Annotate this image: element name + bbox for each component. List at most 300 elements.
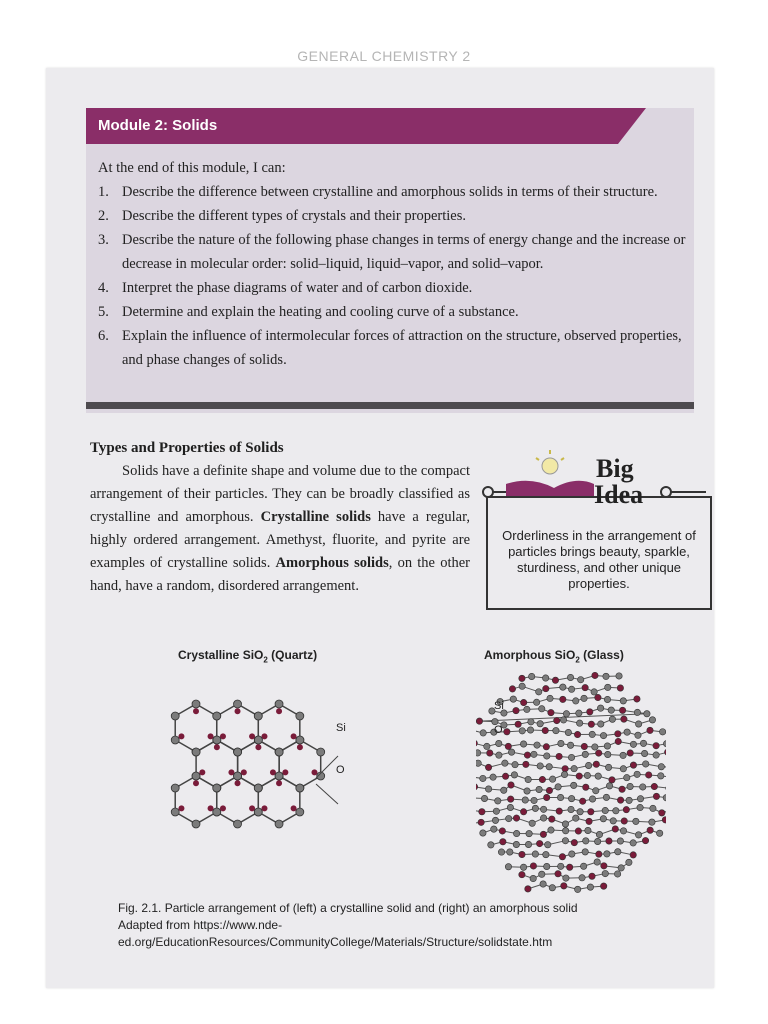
silicon-atom: [546, 787, 552, 793]
objective-item: [98, 300, 688, 324]
oxygen-atom: [492, 817, 498, 823]
oxygen-atom: [524, 706, 530, 712]
oxygen-atom: [634, 709, 640, 715]
quartz-o-label: O: [336, 764, 345, 776]
figure-label-amorphous: Amorphous SiO$_2$ (Glass): [484, 648, 624, 665]
oxygen-atom: [626, 797, 632, 803]
oxygen-atom: [558, 863, 564, 869]
oxygen-atom: [537, 721, 543, 727]
term-amorphous: Amorphous solids: [275, 555, 389, 571]
oxygen-atom: [553, 727, 559, 733]
oxygen-atom: [620, 752, 626, 758]
silicon-atom: [235, 708, 241, 714]
oxygen-atom: [604, 696, 610, 702]
oxygen-atom: [592, 744, 598, 750]
term-crystalline: Crystalline solids: [260, 509, 371, 525]
oxygen-atom: [192, 748, 200, 756]
oxygen-atom: [213, 736, 221, 744]
oxygen-atom: [539, 871, 545, 877]
oxygen-atom: [546, 764, 552, 770]
big-idea-title-big: Big: [596, 454, 634, 483]
silicon-atom: [586, 818, 592, 824]
oxygen-atom: [275, 820, 283, 828]
oxygen-atom: [529, 820, 535, 826]
oxygen-atom: [531, 797, 537, 803]
oxygen-atom: [510, 696, 516, 702]
silicon-atom: [485, 764, 491, 770]
oxygen-atom: [540, 806, 546, 812]
oxygen-atom: [565, 729, 571, 735]
silicon-atom: [255, 744, 261, 750]
silicon-atom: [575, 828, 581, 834]
oxygen-atom: [589, 796, 595, 802]
oxygen-atom: [563, 711, 569, 717]
oxygen-atom: [624, 729, 630, 735]
glass-structure-diagram: [476, 668, 666, 893]
oxygen-atom: [560, 717, 566, 723]
oxygen-atom: [542, 675, 548, 681]
silicon-atom: [659, 810, 665, 816]
oxygen-atom: [296, 736, 304, 744]
oxygen-atom: [549, 776, 555, 782]
oxygen-atom: [171, 808, 179, 816]
oxygen-atom: [591, 689, 597, 695]
oxygen-atom: [234, 700, 242, 708]
silicon-atom: [520, 699, 526, 705]
silicon-atom: [536, 840, 542, 846]
silicon-atom: [593, 761, 599, 767]
oxygen-atom: [547, 695, 553, 701]
oxygen-atom: [570, 782, 576, 788]
oxygen-atom: [528, 719, 534, 725]
oxygen-atom: [539, 706, 545, 712]
silicon-atom: [662, 817, 666, 823]
oxygen-atom: [593, 787, 599, 793]
oxygen-atom: [640, 740, 646, 746]
silicon-atom: [617, 797, 623, 803]
oxygen-atom: [525, 776, 531, 782]
oxygen-atom: [254, 712, 262, 720]
oxygen-atom: [637, 796, 643, 802]
silicon-atom: [581, 743, 587, 749]
oxygen-atom: [507, 849, 513, 855]
oxygen-atom: [496, 740, 502, 746]
oxygen-atom: [584, 772, 590, 778]
oxygen-atom: [526, 830, 532, 836]
oxygen-atom: [275, 700, 283, 708]
silicon-atom: [612, 826, 618, 832]
silicon-atom: [476, 784, 478, 790]
oxygen-atom: [512, 761, 518, 767]
silicon-atom: [619, 786, 625, 792]
silicon-atom: [487, 750, 493, 756]
silicon-atom: [619, 707, 625, 713]
silicon-atom: [276, 708, 282, 714]
oxygen-atom: [604, 743, 610, 749]
silicon-atom: [617, 685, 623, 691]
silicon-atom: [519, 871, 525, 877]
oxygen-atom: [275, 772, 283, 780]
silicon-atom: [560, 696, 566, 702]
silicon-atom: [587, 709, 593, 715]
oxygen-atom: [573, 815, 579, 821]
oxygen-atom: [650, 805, 656, 811]
objective-text: Explain the influence of intermolecular forces of attraction on the structure, observed properties, and phase changes of solids.: [122, 328, 682, 368]
silicon-atom: [261, 805, 267, 811]
silicon-atom: [276, 780, 282, 786]
silicon-atom: [556, 808, 562, 814]
oxygen-atom: [600, 816, 606, 822]
oxygen-atom: [549, 885, 555, 891]
silicon-atom: [476, 740, 477, 746]
oxygen-atom: [527, 727, 533, 733]
silicon-atom: [621, 716, 627, 722]
quartz-si-label: Si: [336, 722, 346, 734]
objective-item: [98, 324, 688, 372]
silicon-atom: [311, 769, 317, 775]
oxygen-atom: [519, 728, 525, 734]
silicon-atom: [214, 744, 220, 750]
oxygen-atom: [275, 748, 283, 756]
oxygen-atom: [568, 686, 574, 692]
oxygen-atom: [602, 870, 608, 876]
oxygen-atom: [580, 863, 586, 869]
oxygen-atom: [597, 705, 603, 711]
objective-item: [98, 276, 688, 300]
silicon-atom: [540, 831, 546, 837]
oxygen-atom: [620, 766, 626, 772]
silicon-atom: [500, 839, 506, 845]
silicon-atom: [588, 809, 594, 815]
oxygen-atom: [524, 788, 530, 794]
oxygen-atom: [656, 830, 662, 836]
silicon-atom: [559, 854, 565, 860]
oxygen-atom: [213, 784, 221, 792]
oxygen-atom: [317, 748, 325, 756]
learning-objectives-box: [86, 108, 694, 413]
silicon-atom: [282, 769, 288, 775]
oxygen-atom: [490, 774, 496, 780]
figure-label-crystalline: Crystalline SiO$_2$ (Quartz): [178, 648, 318, 665]
oxygen-atom: [540, 815, 546, 821]
oxygen-atom: [627, 783, 633, 789]
oxygen-atom: [520, 741, 526, 747]
silicon-atom: [193, 780, 199, 786]
oxygen-atom: [484, 743, 490, 749]
oxygen-atom: [536, 786, 542, 792]
silicon-atom: [543, 744, 549, 750]
objective-number: 2.: [98, 208, 109, 224]
oxygen-atom: [641, 750, 647, 756]
oxygen-atom: [582, 751, 588, 757]
oxygen-atom: [603, 673, 609, 679]
oxygen-atom: [562, 821, 568, 827]
oxygen-atom: [577, 809, 583, 815]
objective-number: 6.: [98, 328, 109, 344]
silicon-atom: [583, 784, 589, 790]
silicon-atom: [519, 675, 525, 681]
silicon-atom: [615, 738, 621, 744]
oxygen-atom: [587, 884, 593, 890]
oxygen-atom: [617, 838, 623, 844]
oxygen-atom: [528, 673, 534, 679]
oxygen-atom: [491, 826, 497, 832]
oxygen-atom: [525, 841, 531, 847]
oxygen-atom: [567, 742, 573, 748]
objective-item: [98, 228, 688, 276]
silicon-atom: [241, 769, 247, 775]
silicon-atom: [642, 837, 648, 843]
oxygen-atom: [608, 707, 614, 713]
silicon-atom: [630, 852, 636, 858]
oxygen-atom: [507, 804, 513, 810]
oxygen-atom: [569, 851, 575, 857]
oxygen-atom: [495, 798, 501, 804]
oxygen-atom: [585, 827, 591, 833]
oxygen-atom: [594, 838, 600, 844]
silicon-atom: [502, 773, 508, 779]
silicon-atom: [199, 769, 205, 775]
oxygen-atom: [544, 863, 550, 869]
oxygen-atom: [568, 754, 574, 760]
silicon-atom: [615, 731, 621, 737]
oxygen-atom: [513, 841, 519, 847]
oxygen-atom: [618, 865, 624, 871]
oxygen-atom: [557, 794, 563, 800]
page-sheet: [46, 68, 714, 988]
oxygen-atom: [640, 784, 646, 790]
silicon-atom: [600, 883, 606, 889]
oxygen-atom: [520, 864, 526, 870]
silicon-atom: [513, 815, 519, 821]
oxygen-atom: [585, 762, 591, 768]
oxygen-atom: [624, 774, 630, 780]
si-pointer-line: [316, 756, 338, 778]
oxygen-atom: [620, 828, 626, 834]
oxygen-atom: [543, 851, 549, 857]
silicon-atom: [582, 684, 588, 690]
silicon-atom: [504, 729, 510, 735]
oxygen-atom: [649, 819, 655, 825]
objective-number: 5.: [98, 304, 109, 320]
oxygen-atom: [171, 784, 179, 792]
oxygen-atom: [579, 875, 585, 881]
oxygen-atom: [663, 795, 666, 801]
oxygen-atom: [485, 786, 491, 792]
oxygen-atom: [192, 820, 200, 828]
oxygen-atom: [567, 674, 573, 680]
oxygen-atom: [533, 699, 539, 705]
big-idea-title-idea: Idea: [594, 480, 644, 509]
silicon-atom: [576, 773, 582, 779]
objective-text: Describe the difference between crystalline and amorphous solids in terms of their structure.: [122, 184, 658, 200]
glass-o-label: O: [494, 724, 503, 736]
silicon-atom: [499, 828, 505, 834]
oxygen-atom: [613, 808, 619, 814]
oxygen-atom: [234, 820, 242, 828]
oxygen-atom: [605, 684, 611, 690]
oxygen-atom: [614, 871, 620, 877]
page-header: GENERAL CHEMISTRY 2: [297, 48, 471, 64]
objective-item: [98, 180, 688, 204]
silicon-atom: [609, 777, 615, 783]
oxygen-atom: [589, 731, 595, 737]
silicon-atom: [508, 782, 514, 788]
paragraph-text: , on the other hand, have a random, disordered arrangement.: [90, 555, 470, 594]
oxygen-atom: [171, 736, 179, 744]
silicon-atom: [566, 864, 572, 870]
silicon-atom: [291, 805, 297, 811]
oxygen-atom: [558, 740, 564, 746]
oxygen-atom: [296, 808, 304, 816]
oxygen-atom: [658, 773, 664, 779]
objectives-divider: [86, 402, 694, 409]
oxygen-atom: [643, 761, 649, 767]
silicon-atom: [579, 798, 585, 804]
silicon-atom: [555, 871, 561, 877]
oxygen-atom: [568, 806, 574, 812]
silicon-atom: [542, 727, 548, 733]
oxygen-atom: [496, 752, 502, 758]
silicon-atom: [561, 883, 567, 889]
oxygen-atom: [502, 760, 508, 766]
quartz-structure-diagram: [156, 688, 356, 878]
silicon-atom: [634, 696, 640, 702]
silicon-atom: [507, 796, 513, 802]
oxygen-atom: [582, 849, 588, 855]
oxygen-atom: [493, 808, 499, 814]
oxygen-atom: [481, 795, 487, 801]
figure-caption-text: Fig. 2.1. Particle arrangement of (left) a crystalline solid and (right) an amorphous solid: [118, 901, 578, 915]
oxygen-atom: [476, 750, 481, 756]
silicon-atom: [479, 809, 485, 815]
objectives-list: [98, 180, 688, 372]
silicon-atom: [235, 780, 241, 786]
silicon-atom: [539, 776, 545, 782]
objective-item: [98, 204, 688, 228]
oxygen-atom: [620, 698, 626, 704]
silicon-atom: [574, 731, 580, 737]
objective-text: Describe the different types of crystals and their properties.: [122, 208, 466, 224]
oxygen-atom: [649, 717, 655, 723]
paragraph-text: Solids have a definite shape and volume due to the compact arrangement of their particles. They can be broadly classified as crystalline and amorphous.: [90, 463, 470, 525]
oxygen-atom: [534, 742, 540, 748]
silicon-atom: [595, 750, 601, 756]
oxygen-atom: [659, 729, 665, 735]
oxygen-atom: [626, 859, 632, 865]
objective-text: Determine and explain the heating and cooling curve of a substance.: [122, 304, 519, 320]
silicon-atom: [623, 806, 629, 812]
silicon-atom: [178, 733, 184, 739]
oxygen-atom: [532, 805, 538, 811]
oxygen-atom: [213, 712, 221, 720]
module-title: Module 2: Solids: [98, 117, 218, 134]
silicon-atom: [595, 694, 601, 700]
oxygen-atom: [633, 818, 639, 824]
oxygen-atom: [531, 751, 537, 757]
oxygen-atom: [616, 673, 622, 679]
oxygen-atom: [537, 763, 543, 769]
oxygen-atom: [498, 849, 504, 855]
oxygen-atom: [513, 830, 519, 836]
oxygen-atom: [506, 815, 512, 821]
silicon-atom: [519, 851, 525, 857]
oxygen-atom: [637, 804, 643, 810]
silicon-atom: [220, 805, 226, 811]
oxygen-atom: [635, 721, 641, 727]
glass-si-label: Si: [494, 700, 504, 712]
silicon-atom: [601, 863, 607, 869]
oxygen-atom: [560, 684, 566, 690]
silicon-atom: [476, 718, 482, 724]
silicon-atom: [548, 709, 554, 715]
oxygen-atom: [630, 741, 636, 747]
oxygen-atom: [581, 695, 587, 701]
section-paragraph: [90, 460, 470, 598]
silicon-atom: [556, 753, 562, 759]
silicon-atom: [645, 772, 651, 778]
oxygen-atom: [562, 828, 568, 834]
oxygen-atom: [505, 864, 511, 870]
oxygen-atom: [576, 710, 582, 716]
oxygen-atom: [530, 875, 536, 881]
oxygen-atom: [615, 849, 621, 855]
oxygen-atom: [540, 881, 546, 887]
oxygen-atom: [604, 851, 610, 857]
silicon-atom: [543, 685, 549, 691]
oxygen-atom: [563, 875, 569, 881]
oxygen-atom: [234, 748, 242, 756]
oxygen-atom: [596, 831, 602, 837]
oxygen-atom: [511, 772, 517, 778]
oxygen-atom: [605, 751, 611, 757]
silicon-atom: [606, 838, 612, 844]
silicon-atom: [525, 886, 531, 892]
silicon-atom: [543, 794, 549, 800]
silicon-atom: [588, 721, 594, 727]
oxygen-atom: [644, 711, 650, 717]
silicon-atom: [549, 816, 555, 822]
oxygen-atom: [600, 732, 606, 738]
oxygen-atom: [635, 832, 641, 838]
oxygen-atom: [653, 752, 659, 758]
silicon-atom: [530, 863, 536, 869]
oxygen-atom: [532, 851, 538, 857]
oxygen-atom: [568, 795, 574, 801]
oxygen-atom: [658, 764, 664, 770]
oxygen-atom: [480, 775, 486, 781]
silicon-atom: [505, 743, 511, 749]
paragraph-text: have a regular, highly ordered arrangement. Amethyst, fluorite, and pyrite are examples of crystalline solids.: [90, 509, 470, 571]
silicon-atom: [571, 839, 577, 845]
oxygen-atom: [663, 740, 666, 746]
oxygen-atom: [508, 749, 514, 755]
oxygen-atom: [578, 676, 584, 682]
objective-text: Interpret the phase diagrams of water and of carbon dioxide.: [122, 280, 473, 296]
section-title: Types and Properties of Solids: [90, 440, 284, 456]
objective-text: Describe the nature of the following phase changes in terms of energy change and the increase or decrease in molecular order: solid–liquid, liquid–vapor, and solid–vapor.: [122, 232, 686, 272]
figure-source-text: Adapted from https://www.nde-ed.org/EducationResources/CommunityCollege/Materials/Structure/solidstate.htm: [118, 918, 553, 949]
oxygen-atom: [562, 837, 568, 843]
oxygen-atom: [603, 794, 609, 800]
oxygen-atom: [573, 698, 579, 704]
silicon-atom: [515, 721, 521, 727]
oxygen-atom: [254, 784, 262, 792]
big-idea-text: Orderliness in the arrangement of particles brings beauty, sparkle, sturdiness, and other unique properties.: [502, 528, 696, 591]
silicon-atom: [523, 761, 529, 767]
oxygen-atom: [234, 772, 242, 780]
oxygen-atom: [561, 771, 567, 777]
